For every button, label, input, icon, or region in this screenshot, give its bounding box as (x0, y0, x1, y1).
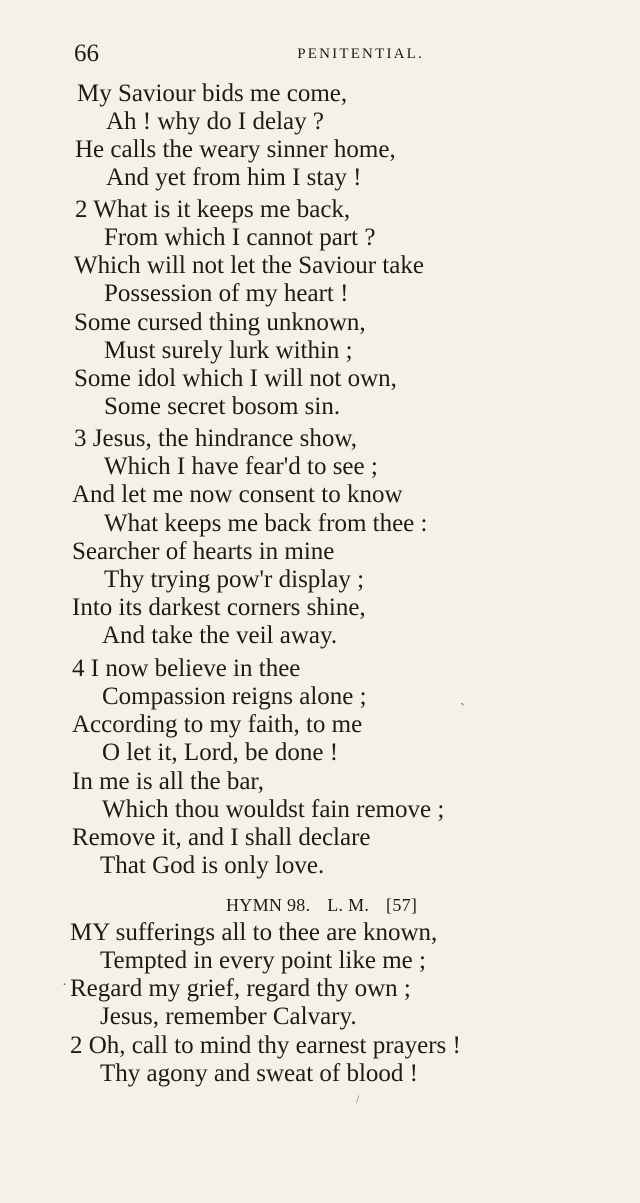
verse-line: That God is only love. (100, 852, 325, 879)
verse-line: Regard my grief, regard thy own ; (70, 975, 411, 1002)
verse-line: Possession of my heart ! (104, 280, 349, 307)
verse-line: Which I have fear'd to see ; (104, 453, 378, 480)
verse-line: Thy trying pow'r display ; (104, 566, 365, 593)
running-head: PENITENTIAL. (297, 46, 424, 62)
verse-line: 2 Oh, call to mind thy earnest prayers ! (70, 1032, 461, 1059)
verse-line: Ah ! why do I delay ? (106, 108, 324, 135)
verse-line: Some cursed thing unknown, (74, 309, 366, 336)
verse-line: According to my faith, to me (72, 711, 363, 738)
verse-line: Compassion reigns alone ; (102, 683, 367, 710)
hymn-number: HYMN 98. (226, 895, 311, 915)
hymn-meter: L. M. (327, 895, 370, 915)
verse-line: In me is all the bar, (72, 768, 264, 795)
page-header (74, 38, 424, 70)
verse-line: Which thou wouldst fain remove ; (102, 796, 445, 823)
verse-line: What keeps me back from thee : (104, 510, 428, 537)
ink-speck: ˴ (460, 695, 465, 711)
verse-line: Some secret bosom sin. (104, 393, 341, 420)
verse-line: Jesus, remember Calvary. (100, 1003, 357, 1030)
verse-line: 4 I now believe in thee (72, 655, 301, 682)
ink-speck: · (62, 977, 67, 993)
verse-line: And yet from him I stay ! (106, 164, 362, 191)
verse-line: Searcher of hearts in mine (72, 538, 335, 565)
verse-line: Tempted in every point like me ; (100, 947, 426, 974)
hymn-98-heading (226, 893, 417, 917)
verse-line: Thy agony and sweat of blood ! (100, 1060, 418, 1087)
verse-line: He calls the weary sinner home, (75, 136, 396, 163)
verse-line: Some idol which I will not own, (74, 365, 397, 392)
verse-line: Which will not let the Saviour take (74, 252, 424, 279)
verse-line: Remove it, and I shall declare (72, 824, 371, 851)
verse-line: O let it, Lord, be done ! (102, 739, 339, 766)
verse-line: 3 Jesus, the hindrance show, (74, 425, 358, 452)
verse-line: 2 What is it keeps me back, (75, 196, 351, 223)
verse-line: My Saviour bids me come, (77, 80, 348, 107)
verse-line: Must surely lurk within ; (104, 337, 353, 364)
verse-line: And take the veil away. (102, 622, 338, 649)
ink-speck: / (356, 1092, 360, 1106)
verse-line: And let me now consent to know (72, 481, 403, 508)
hymn-reference: [57] (386, 895, 418, 915)
verse-line: Into its darkest corners shine, (72, 594, 366, 621)
page-number: 66 (74, 40, 99, 67)
verse-line: From which I cannot part ? (104, 224, 376, 251)
verse-line: MY sufferings all to thee are known, (70, 919, 438, 946)
